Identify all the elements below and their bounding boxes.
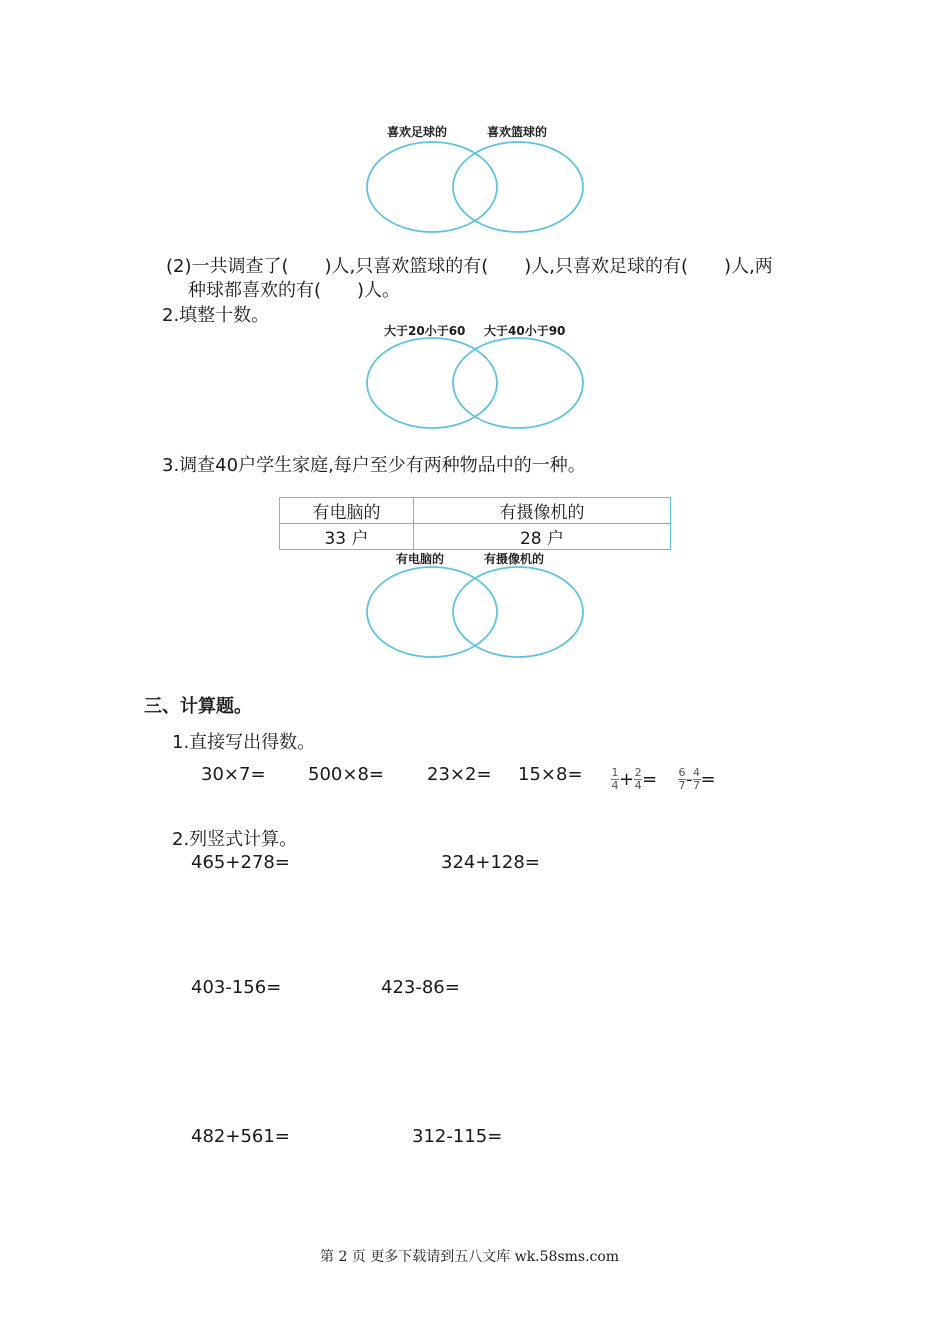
survey-table bbox=[279, 497, 671, 550]
venn-diagram-2 bbox=[362, 336, 588, 432]
table-row bbox=[280, 498, 671, 524]
vertical-problem: 465+278= bbox=[191, 852, 290, 873]
table-cell-camera-count: 28 户 bbox=[414, 524, 671, 550]
venn-diagram-3 bbox=[362, 565, 588, 661]
venn2-right-label: 大于40小于90 bbox=[484, 324, 566, 338]
oral-problem: 15×8= bbox=[518, 764, 583, 785]
table-row bbox=[280, 524, 671, 550]
page-footer: 第 2 页 更多下载请到五八文库 wk.58sms.com bbox=[320, 1249, 620, 1265]
vertical-problem: 403-156= bbox=[191, 977, 282, 998]
venn1-left-label: 喜欢足球的 bbox=[387, 125, 448, 139]
vertical-problem: 482+561= bbox=[191, 1126, 290, 1147]
fraction: $\frac{2}{4}$ bbox=[634, 766, 642, 792]
section-3-title: 三、计算题。 bbox=[144, 696, 252, 717]
fraction: $\frac{4}{7}$ bbox=[693, 766, 700, 792]
fraction: $\frac{1}{4}$ bbox=[611, 766, 619, 792]
sub-question-1-title: 1.直接写出得数。 bbox=[172, 732, 316, 753]
venn3-left-label: 有电脑的 bbox=[396, 552, 445, 566]
venn3-right-label: 有摄像机的 bbox=[484, 552, 545, 566]
vertical-problem: 324+128= bbox=[441, 852, 540, 873]
table-header-computer: 有电脑的 bbox=[280, 498, 414, 524]
table-cell-computer-count: 33 户 bbox=[280, 524, 414, 550]
oral-problem: 30×7= bbox=[201, 764, 266, 785]
sub-question-2-title: 2.列竖式计算。 bbox=[172, 829, 298, 850]
oral-problem: 23×2= bbox=[427, 764, 492, 785]
question-1-2-line1: (2)一共调查了( )人,只喜欢篮球的有( )人,只喜欢足球的有( )人,两 bbox=[166, 256, 773, 277]
question-3-title: 3.调查40户学生家庭,每户至少有两种物品中的一种。 bbox=[162, 455, 586, 476]
question-1-2-line2: 种球都喜欢的有( )人。 bbox=[188, 280, 401, 301]
fraction-problem-2: $\frac{6}{7}$ - $\frac{4}{7}$ = bbox=[678, 766, 716, 792]
fraction: $\frac{6}{7}$ bbox=[678, 766, 686, 792]
table-header-camera: 有摄像机的 bbox=[414, 498, 671, 524]
question-2-title: 2.填整十数。 bbox=[162, 305, 270, 326]
venn1-right-label: 喜欢篮球的 bbox=[487, 125, 548, 139]
vertical-problem: 312-115= bbox=[412, 1126, 503, 1147]
fraction-problem-1: $\frac{1}{4}$ + $\frac{2}{4}$ = bbox=[611, 766, 658, 792]
venn-diagram-1 bbox=[362, 140, 588, 236]
oral-problem: 500×8= bbox=[308, 764, 384, 785]
vertical-problem: 423-86= bbox=[381, 977, 460, 998]
venn2-left-label: 大于20小于60 bbox=[384, 324, 466, 338]
